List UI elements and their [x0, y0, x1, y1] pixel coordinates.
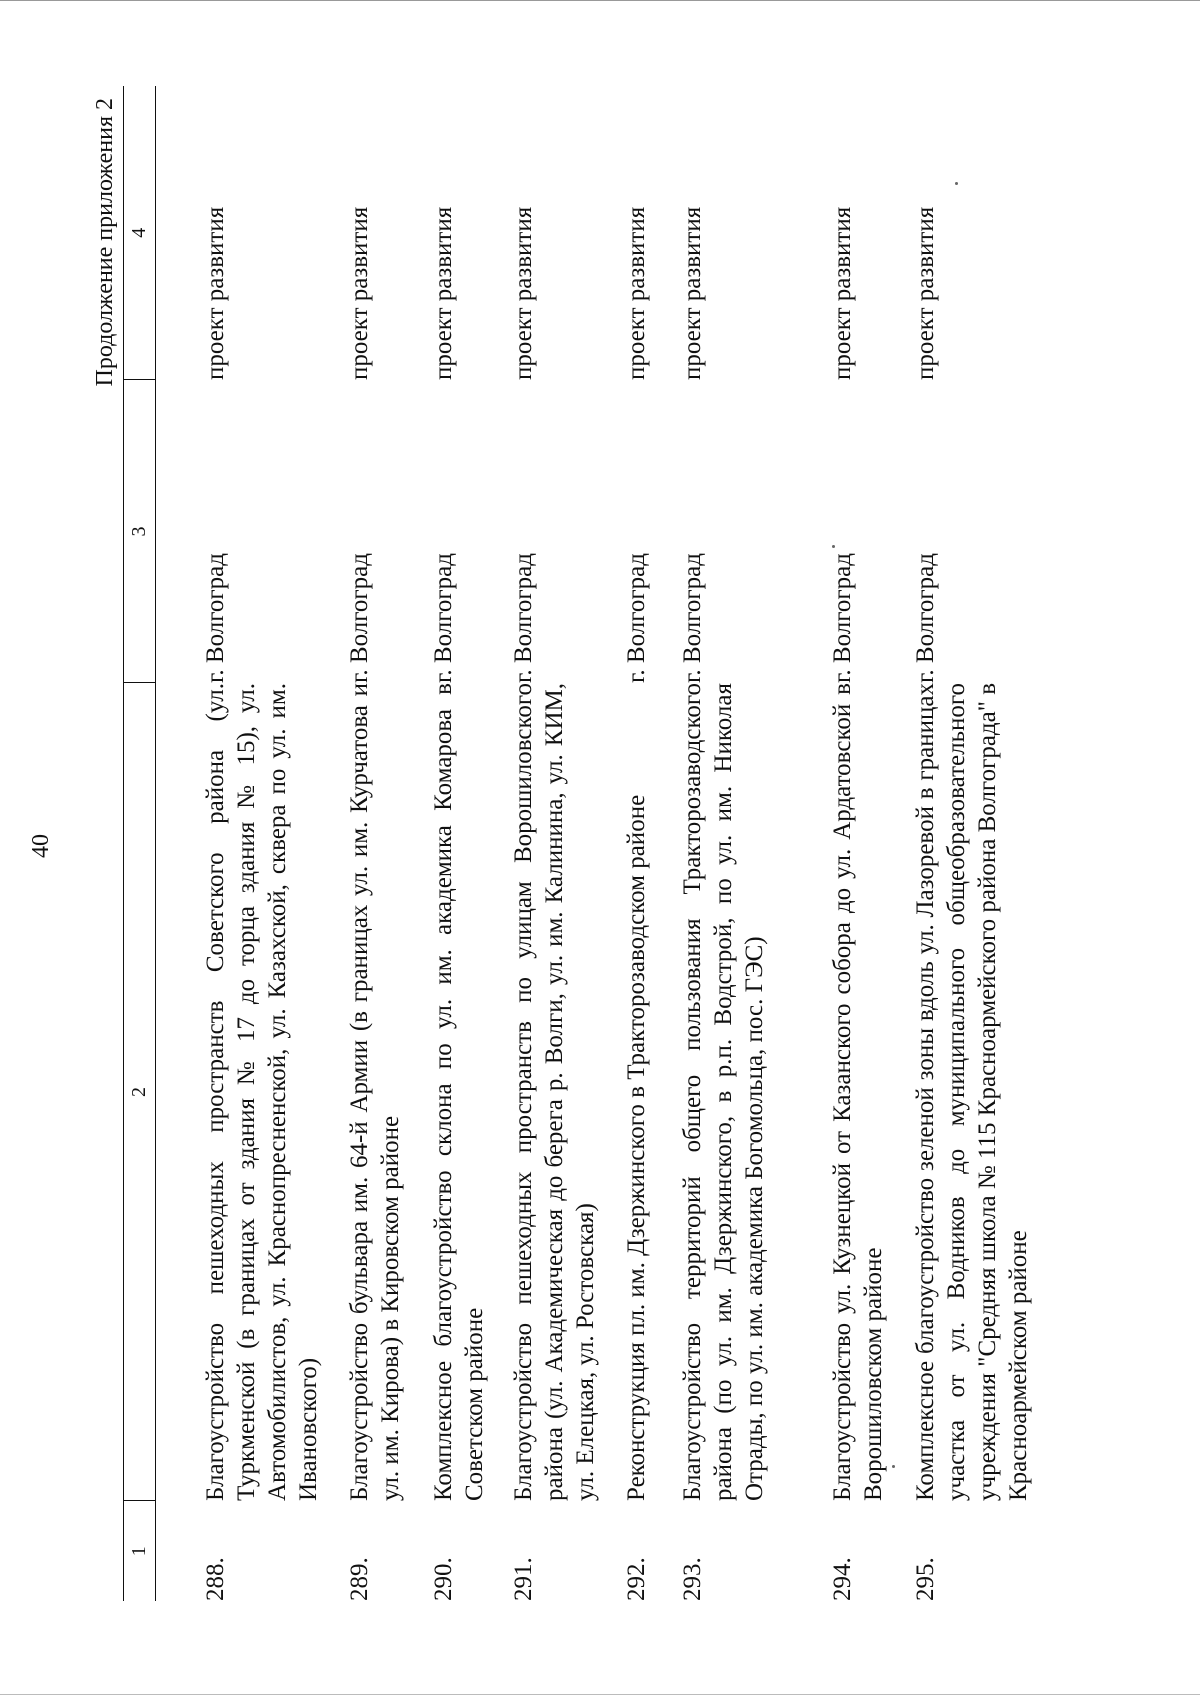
table-row	[807, 86, 890, 1601]
table-row	[324, 86, 408, 1601]
row-city: г. Волгоград	[623, 553, 650, 683]
continuation-caption: Продолжение приложения 2	[92, 98, 118, 387]
row-description: Комплексное благоустройство зеленой зоны вдоль ул. Лазоревой в границах участка от ул. Водников до муниципального общеобразовательного учреждения "Средняя школа № 115 Красноармейского района Волгограда" в Красноармейском районе	[912, 683, 1032, 1501]
row-city: г. Волгоград	[430, 553, 457, 683]
row-description: Реконструкция пл. им. Дзержинского в Тракторозаводском районе	[623, 794, 650, 1501]
row-project-type: проект развития	[346, 206, 373, 380]
row-city: г. Волгоград	[912, 553, 939, 683]
row-description: Благоустройство пешеходных пространств по улицам Ворошиловского района (ул. Академическая до берега р. Волги, ул. им. Калинина, ул. КИМ, ул. Елецкая, ул. Ростовская)	[510, 683, 599, 1501]
row-description: Благоустройство территорий общего пользования Тракторозаводского района (по ул. им. Дзержинского, в р.п. Водстрой, по ул. им. Николая Отрады, по ул. им. академика Богомольца, пос. ГЭС)	[679, 683, 768, 1501]
table-row	[156, 86, 325, 1601]
column-header-3: 3	[124, 380, 156, 683]
table-row	[890, 86, 1040, 1601]
table-row	[408, 86, 490, 1601]
row-description: Благоустройство ул. Кузнецкой от Казанского собора до ул. Ардатовской в Ворошиловском районе	[829, 683, 887, 1501]
row-project-type: проект развития	[510, 206, 537, 380]
row-number: 293.	[679, 1557, 706, 1601]
row-number: 289.	[346, 1557, 373, 1601]
row-number: 294.	[829, 1557, 856, 1601]
row-number: 290.	[430, 1557, 457, 1601]
row-project-type: проект развития	[623, 206, 650, 380]
row-number: 295.	[912, 1557, 939, 1601]
row-description: Комплексное благоустройство склона по ул. им. академика Комарова в Советском районе	[430, 683, 488, 1501]
row-project-type: проект развития	[679, 206, 706, 380]
column-header-2: 2	[124, 683, 156, 1501]
row-city: г. Волгоград	[679, 553, 706, 683]
row-project-type: проект развития	[430, 206, 457, 380]
column-header-4: 4	[124, 86, 156, 380]
row-number: 292.	[623, 1557, 650, 1601]
row-city: г. Волгоград	[510, 553, 537, 683]
table-row	[601, 86, 659, 1601]
page-number: 40	[28, 834, 54, 858]
projects-table	[123, 86, 1040, 1601]
column-header-1: 1	[124, 1501, 156, 1601]
row-city: г. Волгоград	[829, 553, 856, 683]
row-number: 291.	[510, 1557, 537, 1601]
row-project-type: проект развития	[202, 206, 229, 380]
row-city: г. Волгоград	[346, 553, 373, 683]
row-description: Благоустройство пешеходных пространств Советского района (ул. Туркменской (в границах от здания № 17 до торца здания № 15), ул. Автомобилистов, ул. Краснопресненской, ул. Казахской, сквера по ул. им. Ивановского)	[202, 683, 322, 1501]
row-number: 288.	[202, 1557, 229, 1601]
table-row	[659, 86, 807, 1601]
row-city: г. Волгоград	[202, 553, 229, 683]
row-project-type: проект развития	[912, 206, 939, 380]
row-project-type: проект развития	[829, 206, 856, 380]
table-header-row	[124, 86, 156, 1601]
row-description: Благоустройство бульвара им. 64-й Армии (в границах ул. им. Курчатова и ул. им. Кирова) в Кировском районе	[346, 683, 404, 1501]
table-row	[490, 86, 601, 1601]
